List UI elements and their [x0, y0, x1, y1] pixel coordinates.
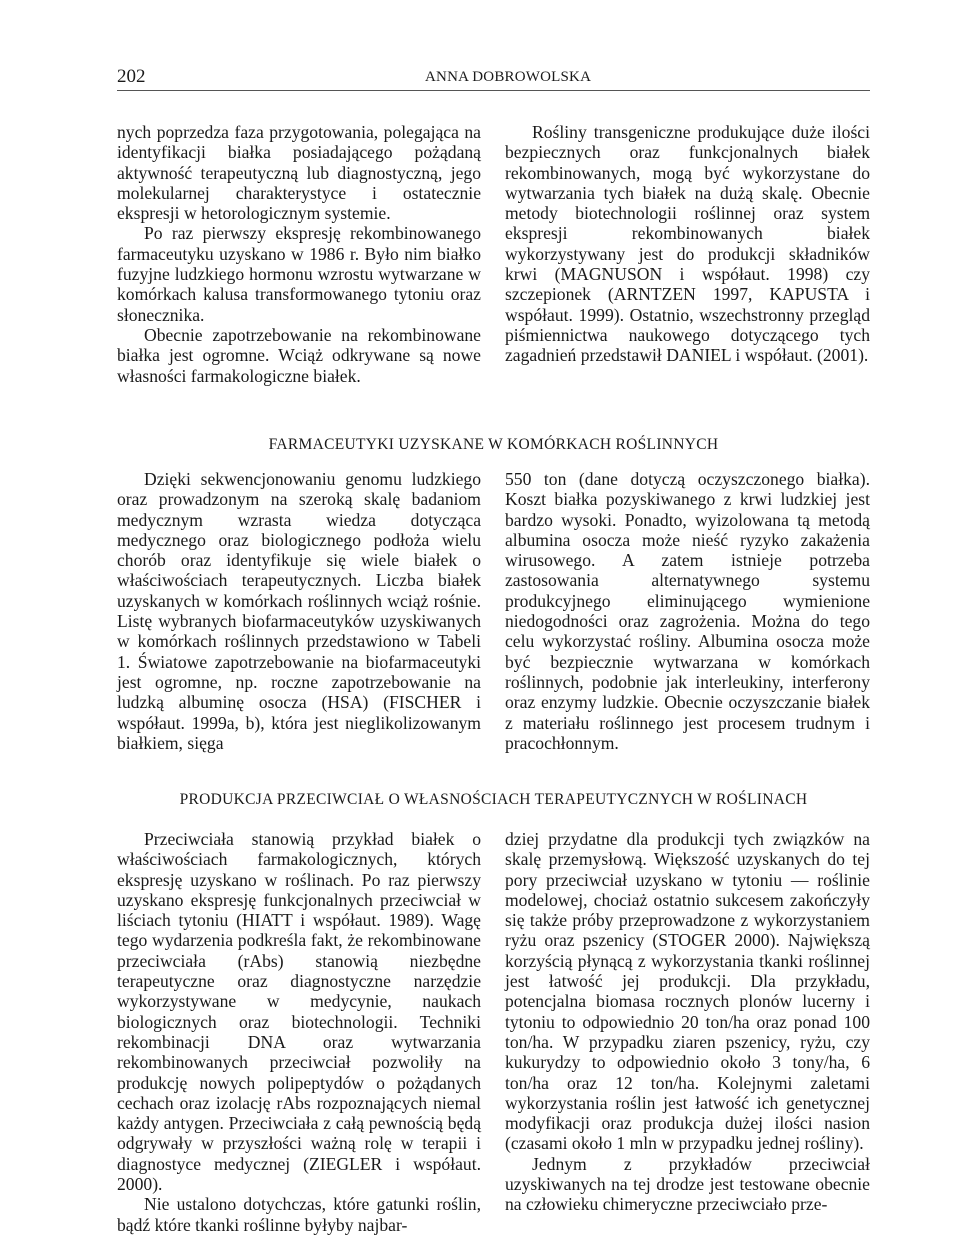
paragraph: Przeciwciała stanowią przykład białek o właściwościach farmakologicznych, których ekspresję uzyskano w roślinach. Po raz pierwszy uzyskano ekspresję funkcjonalnych przeciwciał w liściach tytoniu (HIATT i współaut. 1989). Wagę tego wydarzenia podkreśla fakt, że rekombinowane przeciwciała (rAbs) stanowią niezbędne terapeutyczne oraz diagnostyczne narzędzie wykorzystywane w medycynie, naukach biologicznych oraz biotechnologii. Techniki rekombinacji DNA oraz wytwarzania rekombinowanych przeciwciał pozwoliły na produkcję nowych polipeptydów o pożądanych cechach oraz izolację rAbs rozpoznających niemal każdy antygen. Przeciwciała z całą pewnością będą odgrywały w przyszłości ważną rolę w terapii i diagnostyce medycznej (ZIEGLER i współaut. 2000). — [117, 829, 481, 1195]
paragraph: Jednym z przykładów przeciwciał uzyskiwanych na tej drodze jest testowane obecnie na człowieku chimeryczne przeciwciało prze- — [505, 1153, 870, 1215]
paragraph: nych poprzedza faza przygotowania, polegająca na identyfikacji białka posiadającego pożądaną aktywność terapeutyczną lub diagnostyczną, jego molekularnej charakterystyce i ostatecznie ekspresji w hetorologicznym systemie. — [117, 122, 481, 224]
block2-left-column — [117, 469, 481, 753]
block1-left-column — [117, 122, 481, 386]
section-heading-pharmaceuticals: FARMACEUTYKI UZYSKANE W KOMÓRKACH ROŚLINNYCH — [268, 436, 719, 453]
page-number: 202 — [117, 66, 146, 87]
block3-left-column — [117, 829, 481, 1235]
paragraph: Nie ustalono dotychczas, które gatunki roślin, bądź które tkanki roślinne byłyby najbar- — [117, 1194, 481, 1235]
section-heading-antibodies: PRODUKCJA PRZECIWCIAŁ O WŁASNOŚCIACH TERAPEUTYCZNYCH W ROŚLINACH — [179, 791, 808, 808]
block1-right-column — [505, 122, 870, 366]
paragraph: Rośliny transgeniczne produkujące duże ilości bezpiecznych oraz funkcjonalnych białek rekombinowanych, mogą być wykorzystane do wytwarzania tych białek na dużą skalę. Obecnie metody biotechnologii roślinnej oraz system ekspresji rekombinowanych białek wykorzystywany jest do produkcji składników krwi (MAGNUSON i współaut. 1998) czy szczepionek (ARNTZEN 1997, KAPUSTA i współaut. 1999). Ostatnio, wszechstronny przegląd piśmiennictwa naukowego dotyczącego tych zagadnień przedstawił DANIEL i współaut. (2001). — [505, 122, 870, 366]
paragraph: 550 ton (dane dotyczą oczyszczonego białka). Koszt białka pozyskiwanego z krwi ludzkiej jest bardzo wysoki. Ponadto, wyizolowana tą metodą albumina osocza może nieść ryzyko zakażenia wirusowego. A zatem istnieje potrzeba zastosowania alternatywnego systemu produkcyjnego eliminującego wymienione niedogodności oraz zagrożenia. Można do tego celu wykorzystać rośliny. Albumina osocza może być bezpiecznie wytwarzana w komórkach roślinnych, podobnie jak interleukiny, interferony oraz enzymy ludzkie. Obecnie oczyszczanie białek z materiału roślinnego jest procesem trudnym i pracochłonnym. — [505, 469, 870, 753]
paragraph: Po raz pierwszy ekspresję rekombinowanego farmaceutyku uzyskano w 1986 r. Było nim białko fuzyjne ludzkiego hormonu wzrostu wytwarzane w komórkach kalusa transformowanego tytoniu oraz słonecznika. — [117, 223, 481, 325]
paragraph: Obecnie zapotrzebowanie na rekombinowane białka jest ogromne. Wciąż odkrywane są nowe własności farmakologiczne białek. — [117, 324, 481, 386]
running-head: ANNA DOBROWOLSKA — [425, 69, 592, 85]
page-header — [117, 66, 870, 91]
block3-right-column — [505, 829, 870, 1215]
paragraph: dziej przydatne dla produkcji tych związków na skalę przemysłową. Większość uzyskanych do tej pory przeciwciał uzyskano w tytoniu — roślinie modelowej, chociaż ostatnio sukcesem zakończyły się także próby przeprowadzone z wykorzystaniem ryżu oraz pszenicy (STOGER 2000). Największą korzyścią płynącą z wykorzystania tkanki roślinnej jest łatwość jej produkcji. Dla przykładu, potencjalna biomasa rocznych plonów lucerny i tytoniu to odpowiednio 20 ton/ha oraz ponad 100 ton/ha. W przypadku ziaren pszenicy, ryżu, czy kukurydzy to odpowiednio około 3 tony/ha, 6 ton/ha oraz 12 ton/ha. Kolejnymi zaletami wykorzystania roślin jest łatwość ich genetycznej modyfikacji oraz produkcja dużej ilości nasion (czasami około 1 mln w przypadku jednej rośliny). — [505, 829, 870, 1154]
paragraph: Dzięki sekwencjonowaniu genomu ludzkiego oraz prowadzonym na szeroką skalę badaniom medycznym wzrasta wiedza dotycząca medycznego oraz biologicznego podłoża wielu chorób oraz identyfikuje się wiele białek o właściwościach terapeutycznych. Liczba białek uzyskanych w komórkach roślinnych wciąż rośnie. Listę wybranych biofarmaceutyków uzyskiwanych w komórkach roślinnych przedstawiono w Tabeli 1. Światowe zapotrzebowanie na biofarmaceutyki jest ogromne, np. roczne zapotrzebowanie na ludzką albuminę osocza (HSA) (FISCHER i współaut. 1999a, b), która jest nieglikolizowanym białkiem, sięga — [117, 469, 481, 753]
block2-right-column — [505, 469, 870, 753]
